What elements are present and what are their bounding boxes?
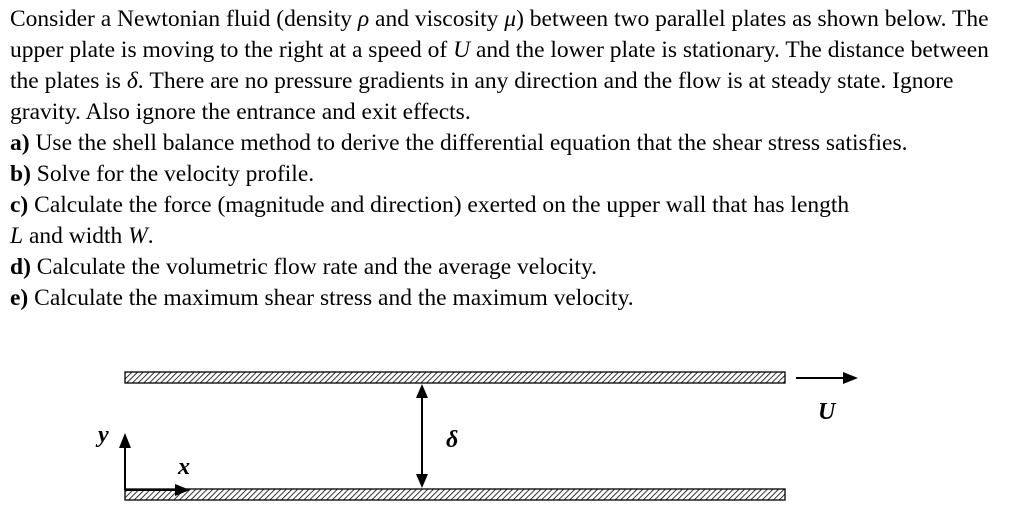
part-a-text: Use the shell balance method to derive the differential equation that the shear stress satisfies. [29,130,908,156]
intro-text-2: and viscosity [369,6,505,32]
y-axis-label: y [98,422,109,448]
part-c-label: c) [10,192,29,218]
intro-text-1: Consider a Newtonian fluid (density [10,6,358,32]
part-c-text-1: Calculate the force (magnitude and direction) exerted on the upper wall that has length [28,192,850,218]
length-symbol: L [10,223,24,249]
y-axis-arrow-icon [119,433,131,490]
x-axis-label: x [178,454,190,480]
problem-statement [10,4,1014,314]
part-e-label: e) [10,285,29,311]
gap-label: δ [446,427,459,453]
part-c [10,190,1014,252]
lower-plate [125,489,785,500]
intro-text-3: ) between two parallel plates as shown below. The upper plate is moving to the right at a speed of [10,6,989,63]
width-symbol: W [128,223,148,249]
intro-text-5: . There are no pressure gradients in any direction and the flow is at steady state. Ignore gravity. Also ignore the entrance and exit effects. [10,68,954,125]
rho-symbol: ρ [357,6,370,32]
part-b-label: b) [10,161,31,187]
intro-text-4: and the lower plate is stationary. The distance between the plates is [10,37,989,94]
part-a [10,128,1014,159]
gap-double-arrow-icon [416,384,428,488]
part-b [10,159,1014,190]
part-d-text: Calculate the volumetric flow rate and the average velocity. [30,254,598,280]
speed-symbol: U [453,37,471,63]
part-e-text: Calculate the maximum shear stress and the maximum velocity. [28,285,634,311]
part-c-text-2: and width [23,223,129,249]
upper-plate [125,372,785,383]
problem-intro [10,4,1014,128]
part-c-text-3: . [147,223,154,249]
part-e [10,283,1014,314]
velocity-label: U [818,399,836,425]
part-a-label: a) [10,130,30,156]
mu-symbol: μ [504,6,517,32]
velocity-arrow-icon [796,372,858,384]
delta-symbol: δ [126,68,138,94]
part-d-label: d) [10,254,31,280]
part-d [10,252,1014,283]
parallel-plates-diagram [0,350,1024,524]
part-b-text: Solve for the velocity profile. [30,161,315,187]
